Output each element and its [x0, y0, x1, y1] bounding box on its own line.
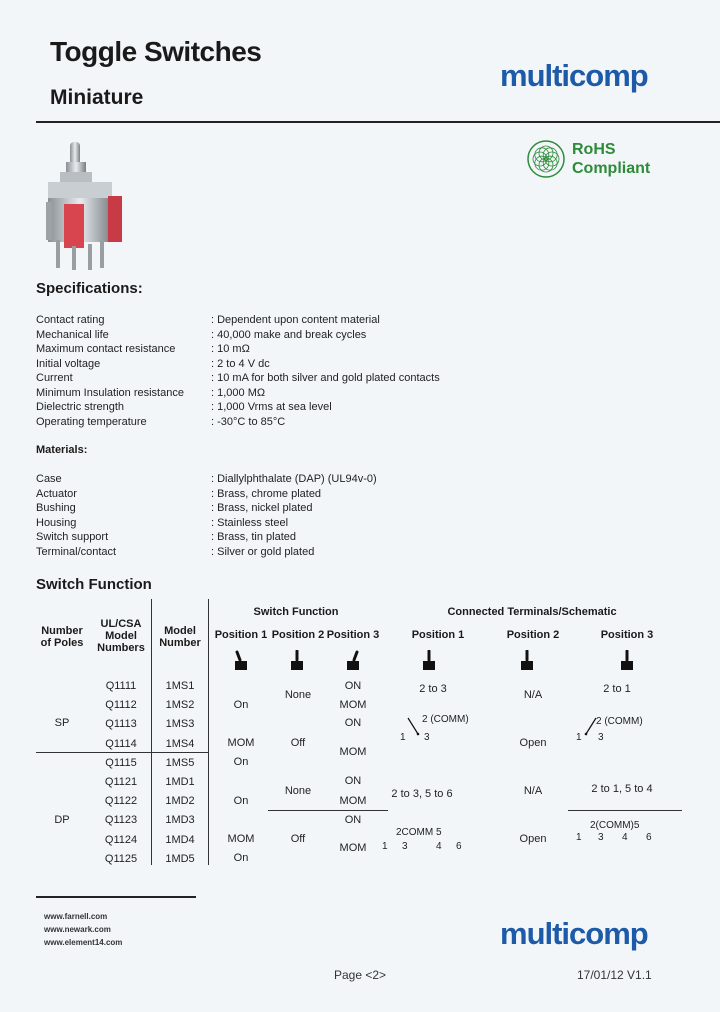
schematic-comm-label: 2(COMM)5 [590, 820, 640, 831]
schematic-terminal-3: 3 [402, 841, 408, 852]
sf-cell-on-caps: ON [344, 775, 362, 787]
page-title: Toggle Switches [50, 36, 262, 67]
ct-sp-open: Open [519, 737, 547, 749]
sf-cell-on-caps: ON [344, 717, 362, 729]
material-value: : Diallylphthalate (DAP) (UL94v-0) [211, 473, 377, 485]
model-number: 1MD1 [165, 776, 195, 788]
toggle-position-1-icon [234, 650, 248, 672]
ct-dp-position-3: 2 to 1, 5 to 4 [591, 783, 653, 795]
footer-link-newark[interactable]: www.newark.com [44, 925, 111, 934]
material-label: Bushing [36, 502, 76, 514]
sf-cell-on: On [233, 795, 249, 807]
schematic-terminal-4: 4 [622, 832, 628, 843]
sf-cell-off: Off [290, 833, 306, 845]
schematic-terminal-3: 3 [598, 832, 604, 843]
material-label: Housing [36, 516, 77, 529]
model-number: 1MS4 [165, 737, 195, 750]
sf-cell-mom: MOM [339, 699, 367, 711]
material-label: Switch support [36, 531, 109, 543]
table-divider-vertical [208, 599, 209, 865]
model-number: 1MD5 [165, 852, 195, 865]
ulcsa-model-number: Q1124 [104, 833, 138, 846]
spec-label: Current [36, 372, 73, 384]
sf-cell-mom: MOM [227, 737, 255, 749]
ulcsa-model-number: Q1112 [105, 699, 137, 712]
spec-value: : 10 mΩ [211, 343, 250, 355]
model-number: 1MD4 [165, 833, 195, 846]
toggle-position-3-icon [346, 650, 360, 672]
header-sf-position-2: Position 2 [271, 629, 325, 641]
ct-sp-position-3: 2 to 1 [603, 683, 631, 695]
schematic-comm-label: 2COMM 5 [396, 827, 442, 838]
material-label: Case [36, 473, 62, 485]
material-value: : Brass, tin plated [211, 531, 296, 543]
spec-value: : 40,000 make and break cycles [211, 328, 367, 341]
spec-label: Maximum contact resistance [36, 343, 176, 355]
ct-dp-position-2: N/A [523, 785, 543, 797]
ulcsa-model-number: Q1114 [105, 737, 137, 750]
spec-label: Minimum Insulation resistance [36, 386, 184, 399]
ulcsa-model-number: Q1122 [104, 795, 138, 808]
schematic-switch-arm-icon [404, 716, 422, 738]
ulcsa-model-number: Q1113 [105, 718, 137, 731]
footer-link-element14[interactable]: www.element14.com [44, 938, 123, 947]
model-number: 1MS1 [165, 680, 195, 692]
material-value: : Silver or gold plated [211, 545, 315, 558]
ulcsa-model-number: Q1115 [105, 756, 137, 769]
schematic-terminal-6: 6 [646, 832, 652, 843]
header-ct-position-1: Position 1 [411, 629, 465, 641]
toggle-position-1-icon [422, 650, 436, 672]
spec-label: Mechanical life [36, 328, 109, 341]
material-value: : Brass, nickel plated [211, 502, 313, 514]
ct-dp-open: Open [519, 833, 547, 845]
header-sf-position-3: Position 3 [326, 629, 380, 641]
ulcsa-model-number: Q1121 [104, 776, 138, 788]
sf-cell-mom: MOM [339, 795, 367, 807]
schematic-comm-label: 2 (COMM) [422, 714, 469, 725]
sf-cell-on: On [233, 852, 249, 864]
ulcsa-model-number: Q1123 [104, 814, 138, 827]
brand-logo-top: multicomp [500, 58, 648, 93]
ct-sp-position-2: N/A [523, 689, 543, 701]
toggle-position-2-icon [520, 650, 534, 672]
switch-function-heading: Switch Function [36, 576, 152, 593]
poles-dp: DP [54, 814, 70, 826]
schematic-terminal-4: 4 [436, 841, 442, 852]
page-subtitle: Miniature [50, 86, 144, 109]
table-divider-vertical [151, 599, 152, 865]
spec-label: Operating temperature [36, 415, 147, 428]
ulcsa-model-number: Q1125 [104, 852, 138, 865]
header-connected-terminals-group: Connected Terminals/Schematic [447, 606, 617, 618]
footer-divider [36, 896, 196, 898]
rohs-logo-icon [526, 139, 566, 179]
sf-cell-off: Off [290, 737, 306, 749]
page-number: Page <2> [334, 968, 387, 982]
header-ct-position-2: Position 2 [506, 629, 560, 641]
toggle-position-2-icon [290, 650, 304, 672]
model-number: 1MS5 [165, 756, 195, 769]
material-label: Terminal/contact [36, 545, 117, 558]
model-number: 1MS2 [165, 699, 195, 712]
toggle-switch-product-image [36, 136, 136, 276]
rohs-compliant-label: Compliant [572, 160, 651, 177]
sf-cell-on: On [233, 699, 249, 711]
spec-value: : 2 to 4 V dc [211, 357, 270, 370]
header-divider [36, 121, 720, 123]
schematic-terminal-1: 1 [576, 832, 582, 843]
table-divider-horizontal [36, 752, 208, 753]
material-label: Actuator [36, 487, 77, 500]
footer-link-farnell[interactable]: www.farnell.com [44, 912, 108, 921]
header-switch-function-group: Switch Function [253, 606, 339, 618]
schematic-comm-label: 2 (COMM) [596, 716, 643, 727]
model-number: 1MD2 [165, 795, 195, 808]
sf-cell-mom: MOM [227, 833, 255, 845]
model-number: 1MS3 [165, 718, 195, 731]
schematic-terminal-1: 1 [576, 732, 582, 743]
sf-cell-on: On [233, 756, 249, 768]
poles-sp: SP [54, 717, 70, 729]
rohs-label: RoHS [572, 141, 616, 158]
table-divider-horizontal [268, 810, 388, 811]
spec-label: Initial voltage [36, 357, 101, 370]
sf-cell-none: None [284, 785, 312, 797]
sf-cell-on-caps: ON [344, 680, 362, 692]
brand-logo-bottom: multicomp [500, 916, 648, 951]
document-date-version: 17/01/12 V1.1 [577, 968, 652, 982]
schematic-terminal-3: 3 [424, 732, 430, 743]
spec-value: : 10 mA for both silver and gold plated contacts [211, 372, 440, 384]
sf-cell-on-caps: ON [344, 814, 362, 826]
ct-sp-position-1: 2 to 3 [419, 683, 447, 695]
sf-cell-none: None [284, 689, 312, 701]
ulcsa-model-number: Q1111 [105, 680, 137, 692]
toggle-position-3-icon [620, 650, 634, 672]
schematic-terminal-6: 6 [456, 841, 462, 852]
specifications-heading: Specifications: [36, 280, 143, 297]
schematic-terminal-1: 1 [382, 841, 388, 852]
header-ct-position-3: Position 3 [600, 629, 654, 641]
spec-label: Dielectric strength [36, 401, 125, 413]
spec-value: : -30°C to 85°C [211, 415, 286, 428]
spec-value: : Dependent upon content material [211, 314, 380, 326]
model-number: 1MD3 [165, 814, 195, 827]
header-model-number: Model Number [159, 625, 201, 649]
materials-heading: Materials: [36, 444, 88, 456]
header-ulcsa-model-numbers: UL/CSA Model Numbers [97, 618, 145, 654]
schematic-terminal-1: 1 [400, 732, 406, 743]
spec-label: Contact rating [36, 314, 105, 326]
header-sf-position-1: Position 1 [214, 629, 268, 641]
header-number-of-poles: Number of Poles [40, 625, 84, 649]
sf-cell-mom: MOM [339, 842, 367, 854]
material-value: : Brass, chrome plated [211, 487, 322, 500]
ct-dp-position-1: 2 to 3, 5 to 6 [391, 788, 453, 800]
material-value: : Stainless steel [211, 516, 289, 529]
table-divider-horizontal [568, 810, 682, 811]
spec-value: : 1,000 Vrms at sea level [211, 401, 332, 413]
sf-cell-mom: MOM [339, 746, 367, 758]
spec-value: : 1,000 MΩ [211, 386, 266, 399]
schematic-terminal-3: 3 [598, 732, 604, 743]
